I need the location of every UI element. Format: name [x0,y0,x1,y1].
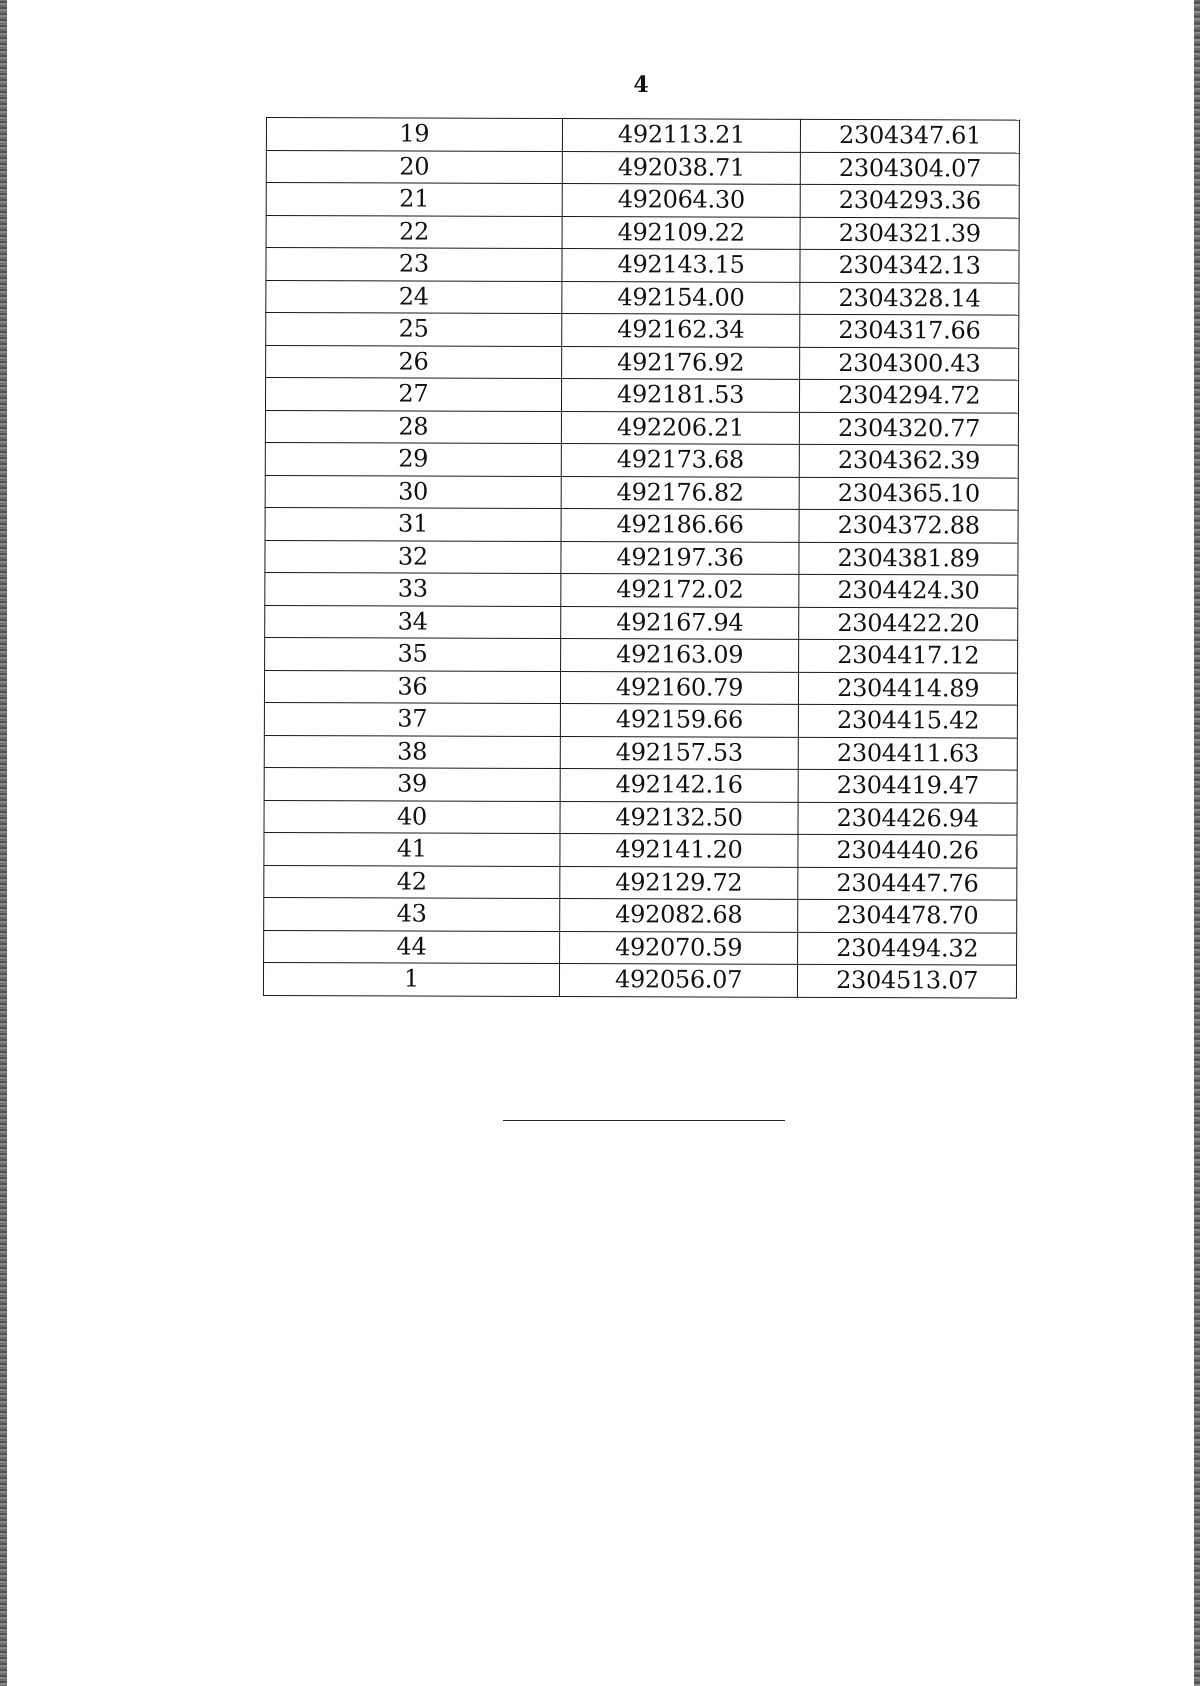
point-number-cell: 38 [264,735,560,769]
x-coordinate-cell: 492109.22 [562,216,801,249]
y-coordinate-cell: 2304440.26 [798,834,1017,867]
x-coordinate-cell: 492167.94 [560,606,799,639]
point-number-cell: 33 [265,572,561,606]
table-row [264,800,1017,835]
point-number-cell: 35 [265,637,561,671]
table-row [265,572,1018,607]
table-row [265,410,1018,445]
x-coordinate-cell: 492129.72 [560,866,799,899]
table-row [266,183,1019,218]
table-row [265,442,1018,477]
y-coordinate-cell: 2304414.89 [799,672,1018,705]
table-row [264,670,1017,705]
y-coordinate-cell: 2304304.07 [801,152,1020,185]
x-coordinate-cell: 492162.34 [562,314,801,347]
x-coordinate-cell: 492143.15 [562,249,801,282]
scan-edge-left [0,0,7,1686]
x-coordinate-cell: 492176.82 [561,476,800,509]
point-number-cell: 41 [264,832,560,866]
y-coordinate-cell: 2304415.42 [799,704,1018,737]
x-coordinate-cell: 492141.20 [560,834,799,867]
y-coordinate-cell: 2304372.88 [799,509,1018,542]
point-number-cell: 44 [264,930,560,964]
page-number: 4 [633,72,649,98]
x-coordinate-cell: 492142.16 [560,769,799,802]
table-row [264,702,1017,737]
point-number-cell: 32 [265,540,561,574]
table-row [266,215,1019,250]
y-coordinate-cell: 2304494.32 [798,932,1017,965]
table-row [266,313,1019,348]
point-number-cell: 39 [264,767,560,801]
x-coordinate-cell: 492113.21 [562,119,801,152]
table-row [266,248,1019,283]
y-coordinate-cell: 2304419.47 [798,769,1017,802]
y-coordinate-cell: 2304381.89 [799,542,1018,575]
x-coordinate-cell: 492038.71 [562,151,801,184]
x-coordinate-cell: 492064.30 [562,184,801,217]
x-coordinate-cell: 492172.02 [561,574,800,607]
table-row [264,832,1017,867]
table-row [265,605,1018,640]
x-coordinate-cell: 492206.21 [561,411,800,444]
table-row [266,150,1019,185]
table-row [265,637,1018,672]
y-coordinate-cell: 2304426.94 [798,802,1017,835]
point-number-cell: 21 [266,183,562,217]
y-coordinate-cell: 2304411.63 [799,737,1018,770]
y-coordinate-cell: 2304321.39 [800,217,1019,250]
coordinates-table [263,117,1020,998]
point-number-cell: 34 [265,605,561,639]
x-coordinate-cell: 492159.66 [560,704,799,737]
point-number-cell: 28 [265,410,561,444]
y-coordinate-cell: 2304513.07 [798,964,1017,997]
y-coordinate-cell: 2304362.39 [800,444,1019,477]
table-row [265,540,1018,575]
point-number-cell: 24 [266,280,562,314]
table-row [265,378,1018,413]
x-coordinate-cell: 492197.36 [561,541,800,574]
end-rule [503,1120,785,1121]
x-coordinate-cell: 492181.53 [561,379,800,412]
x-coordinate-cell: 492173.68 [561,444,800,477]
y-coordinate-cell: 2304342.13 [800,249,1019,282]
x-coordinate-cell: 492186.66 [561,509,800,542]
x-coordinate-cell: 492132.50 [560,801,799,834]
y-coordinate-cell: 2304478.70 [798,899,1017,932]
point-number-cell: 36 [264,670,560,704]
x-coordinate-cell: 492082.68 [559,899,798,932]
table-row [264,897,1017,932]
point-number-cell: 37 [264,702,560,736]
table-row [264,767,1017,802]
x-coordinate-cell: 492160.79 [560,671,799,704]
point-number-cell: 27 [265,378,561,412]
table-row [263,962,1016,997]
table-row [264,865,1017,900]
x-coordinate-cell: 492163.09 [560,639,799,672]
y-coordinate-cell: 2304347.61 [801,119,1020,152]
table-row [266,345,1019,380]
table-row [265,507,1018,542]
table-row [264,735,1017,770]
y-coordinate-cell: 2304293.36 [800,184,1019,217]
point-number-cell: 30 [265,475,561,509]
point-number-cell: 42 [264,865,560,899]
table-row [266,118,1019,153]
y-coordinate-cell: 2304328.14 [800,282,1019,315]
point-number-cell: 40 [264,800,560,834]
point-number-cell: 22 [266,215,562,249]
point-number-cell: 23 [266,248,562,282]
point-number-cell: 20 [266,150,562,184]
point-number-cell: 25 [266,313,562,347]
y-coordinate-cell: 2304365.10 [799,477,1018,510]
point-number-cell: 26 [266,345,562,379]
y-coordinate-cell: 2304417.12 [799,639,1018,672]
table-row [265,475,1018,510]
x-coordinate-cell: 492157.53 [560,736,799,769]
y-coordinate-cell: 2304447.76 [798,867,1017,900]
x-coordinate-cell: 492176.92 [561,346,800,379]
y-coordinate-cell: 2304424.30 [799,574,1018,607]
y-coordinate-cell: 2304300.43 [800,347,1019,380]
y-coordinate-cell: 2304320.77 [800,412,1019,445]
table-row [266,280,1019,315]
point-number-cell: 29 [265,442,561,476]
point-number-cell: 1 [263,962,559,996]
scan-edge-right [1194,0,1200,1686]
y-coordinate-cell: 2304294.72 [800,379,1019,412]
coordinates-table-body [263,118,1019,998]
y-coordinate-cell: 2304422.20 [799,607,1018,640]
table-row [264,930,1017,965]
point-number-cell: 31 [265,507,561,541]
x-coordinate-cell: 492056.07 [559,964,798,997]
x-coordinate-cell: 492070.59 [559,931,798,964]
point-number-cell: 43 [264,897,560,931]
y-coordinate-cell: 2304317.66 [800,314,1019,347]
x-coordinate-cell: 492154.00 [562,281,801,314]
point-number-cell: 19 [266,118,562,152]
